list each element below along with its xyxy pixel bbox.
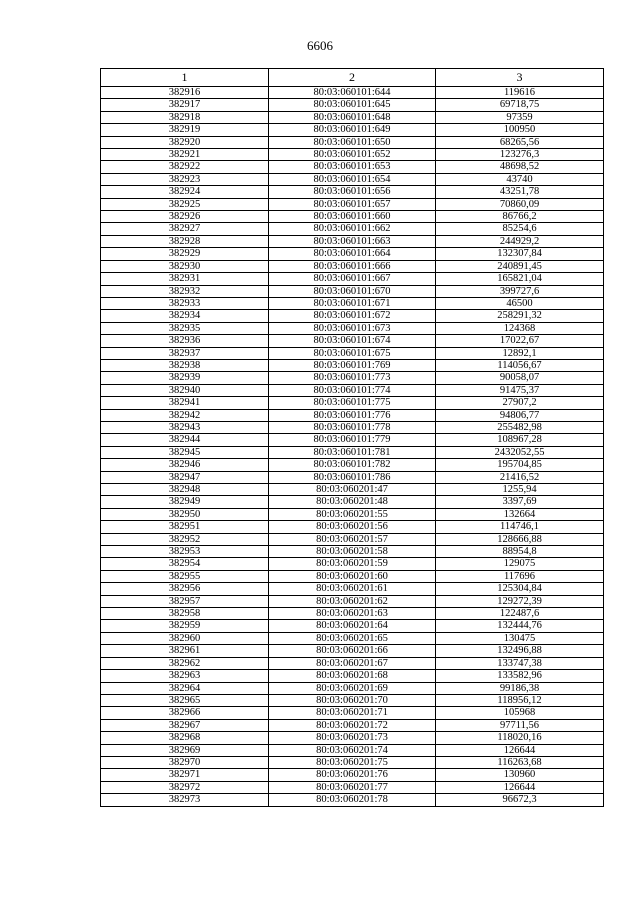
table-row: [101, 99, 604, 111]
table-row: [101, 794, 604, 806]
cadastral-number-cell: 80:03:060201:76: [269, 769, 436, 781]
row-number-cell: 382964: [101, 682, 269, 694]
value-cell: 1255,94: [436, 484, 604, 496]
table-row: [101, 136, 604, 148]
row-number-cell: 382962: [101, 657, 269, 669]
value-cell: 96672,3: [436, 794, 604, 806]
table-row: [101, 297, 604, 309]
table-row: [101, 421, 604, 433]
row-number-cell: 382956: [101, 583, 269, 595]
cadastral-number-cell: 80:03:060201:47: [269, 484, 436, 496]
value-cell: 258291,32: [436, 310, 604, 322]
row-number-cell: 382945: [101, 446, 269, 458]
cadastral-number-cell: 80:03:060201:66: [269, 645, 436, 657]
table-row: [101, 211, 604, 223]
row-number-cell: 382932: [101, 285, 269, 297]
cadastral-number-cell: 80:03:060101:673: [269, 322, 436, 334]
value-cell: 195704,85: [436, 459, 604, 471]
value-cell: 133582,96: [436, 670, 604, 682]
value-cell: 100950: [436, 124, 604, 136]
row-number-cell: 382922: [101, 161, 269, 173]
table-row: [101, 657, 604, 669]
cadastral-number-cell: 80:03:060101:664: [269, 248, 436, 260]
value-cell: 130475: [436, 632, 604, 644]
value-cell: 126644: [436, 744, 604, 756]
cadastral-number-cell: 80:03:060201:56: [269, 521, 436, 533]
cadastral-number-cell: 80:03:060101:776: [269, 409, 436, 421]
row-number-cell: 382935: [101, 322, 269, 334]
row-number-cell: 382934: [101, 310, 269, 322]
table-row: [101, 273, 604, 285]
row-number-cell: 382973: [101, 794, 269, 806]
table-row: [101, 248, 604, 260]
value-cell: 132664: [436, 508, 604, 520]
row-number-cell: 382959: [101, 620, 269, 632]
row-number-cell: 382963: [101, 670, 269, 682]
cadastral-number-cell: 80:03:060201:60: [269, 570, 436, 582]
table-row: [101, 124, 604, 136]
cadastral-number-cell: 80:03:060201:48: [269, 496, 436, 508]
value-cell: 114056,67: [436, 359, 604, 371]
value-cell: 133747,38: [436, 657, 604, 669]
row-number-cell: 382961: [101, 645, 269, 657]
row-number-cell: 382926: [101, 211, 269, 223]
table-row: [101, 446, 604, 458]
value-cell: 3397,69: [436, 496, 604, 508]
row-number-cell: 382948: [101, 484, 269, 496]
value-cell: 124368: [436, 322, 604, 334]
table-row: [101, 521, 604, 533]
table-row: [101, 484, 604, 496]
cadastral-number-cell: 80:03:060101:775: [269, 397, 436, 409]
row-number-cell: 382940: [101, 384, 269, 396]
cadastral-number-cell: 80:03:060101:666: [269, 260, 436, 272]
cadastral-number-cell: 80:03:060201:67: [269, 657, 436, 669]
value-cell: 129272,39: [436, 595, 604, 607]
row-number-cell: 382942: [101, 409, 269, 421]
table-row: [101, 558, 604, 570]
page-number: 6606: [307, 38, 333, 53]
table-row: [101, 645, 604, 657]
value-cell: 399727,6: [436, 285, 604, 297]
row-number-cell: 382953: [101, 546, 269, 558]
cadastral-number-cell: 80:03:060201:78: [269, 794, 436, 806]
row-number-cell: 382939: [101, 372, 269, 384]
table-row: [101, 756, 604, 768]
cadastral-number-cell: 80:03:060101:779: [269, 434, 436, 446]
table-row: [101, 769, 604, 781]
table-row: [101, 87, 604, 99]
value-cell: 114746,1: [436, 521, 604, 533]
value-cell: 97359: [436, 111, 604, 123]
table-row: [101, 707, 604, 719]
row-number-cell: 382971: [101, 769, 269, 781]
cadastral-number-cell: 80:03:060101:654: [269, 173, 436, 185]
row-number-cell: 382969: [101, 744, 269, 756]
table-row: [101, 260, 604, 272]
row-number-cell: 382957: [101, 595, 269, 607]
table-row: [101, 682, 604, 694]
cadastral-number-cell: 80:03:060201:74: [269, 744, 436, 756]
cadastral-number-cell: 80:03:060101:781: [269, 446, 436, 458]
row-number-cell: 382950: [101, 508, 269, 520]
table-row: [101, 546, 604, 558]
cadastral-number-cell: 80:03:060101:671: [269, 297, 436, 309]
cadastral-number-cell: 80:03:060101:769: [269, 359, 436, 371]
value-cell: 119616: [436, 87, 604, 99]
value-cell: 129075: [436, 558, 604, 570]
cadastral-number-cell: 80:03:060201:68: [269, 670, 436, 682]
row-number-cell: 382947: [101, 471, 269, 483]
row-number-cell: 382941: [101, 397, 269, 409]
cadastral-number-cell: 80:03:060101:644: [269, 87, 436, 99]
row-number-cell: 382918: [101, 111, 269, 123]
value-cell: 43251,78: [436, 186, 604, 198]
value-cell: 46500: [436, 297, 604, 309]
value-cell: 48698,52: [436, 161, 604, 173]
row-number-cell: 382965: [101, 694, 269, 706]
value-cell: 165821,04: [436, 273, 604, 285]
cadastral-number-cell: 80:03:060201:63: [269, 608, 436, 620]
cadastral-number-cell: 80:03:060201:70: [269, 694, 436, 706]
table-row: [101, 335, 604, 347]
table-row: [101, 223, 604, 235]
value-cell: 21416,52: [436, 471, 604, 483]
cadastral-number-cell: 80:03:060201:59: [269, 558, 436, 570]
row-number-cell: 382919: [101, 124, 269, 136]
value-cell: 90058,07: [436, 372, 604, 384]
row-number-cell: 382972: [101, 781, 269, 793]
value-cell: 118020,16: [436, 732, 604, 744]
row-number-cell: 382925: [101, 198, 269, 210]
column-header-3: 3: [436, 69, 604, 87]
table-row: [101, 310, 604, 322]
table-row: [101, 595, 604, 607]
row-number-cell: 382970: [101, 756, 269, 768]
table-row: [101, 732, 604, 744]
row-number-cell: 382930: [101, 260, 269, 272]
table-row: [101, 347, 604, 359]
row-number-cell: 382927: [101, 223, 269, 235]
row-number-cell: 382923: [101, 173, 269, 185]
value-cell: 128666,88: [436, 533, 604, 545]
table-row: [101, 496, 604, 508]
table-row: [101, 781, 604, 793]
table-body: [101, 87, 604, 807]
cadastral-number-cell: 80:03:060101:786: [269, 471, 436, 483]
value-cell: 12892,1: [436, 347, 604, 359]
row-number-cell: 382958: [101, 608, 269, 620]
table-row: [101, 149, 604, 161]
cadastral-number-cell: 80:03:060201:57: [269, 533, 436, 545]
value-cell: 68265,56: [436, 136, 604, 148]
table-row: [101, 459, 604, 471]
table-row: [101, 632, 604, 644]
cadastral-number-cell: 80:03:060101:674: [269, 335, 436, 347]
row-number-cell: 382943: [101, 421, 269, 433]
table-row: [101, 570, 604, 582]
row-number-cell: 382917: [101, 99, 269, 111]
cadastral-number-cell: 80:03:060101:656: [269, 186, 436, 198]
row-number-cell: 382968: [101, 732, 269, 744]
row-number-cell: 382920: [101, 136, 269, 148]
value-cell: 17022,67: [436, 335, 604, 347]
cadastral-number-cell: 80:03:060201:72: [269, 719, 436, 731]
row-number-cell: 382944: [101, 434, 269, 446]
cadastral-number-cell: 80:03:060201:62: [269, 595, 436, 607]
cadastral-number-cell: 80:03:060101:670: [269, 285, 436, 297]
table-row: [101, 409, 604, 421]
table-row: [101, 533, 604, 545]
row-number-cell: 382946: [101, 459, 269, 471]
table-row: [101, 235, 604, 247]
table-row: [101, 359, 604, 371]
cadastral-number-cell: 80:03:060101:663: [269, 235, 436, 247]
value-cell: 132444,76: [436, 620, 604, 632]
cadastral-number-cell: 80:03:060101:778: [269, 421, 436, 433]
cadastral-number-cell: 80:03:060201:64: [269, 620, 436, 632]
row-number-cell: 382951: [101, 521, 269, 533]
table-row: [101, 670, 604, 682]
table-row: [101, 608, 604, 620]
value-cell: 116263,68: [436, 756, 604, 768]
cadastral-number-cell: 80:03:060101:774: [269, 384, 436, 396]
cadastral-number-cell: 80:03:060101:662: [269, 223, 436, 235]
value-cell: 27907,2: [436, 397, 604, 409]
value-cell: 86766,2: [436, 211, 604, 223]
value-cell: 125304,84: [436, 583, 604, 595]
cadastral-number-cell: 80:03:060101:660: [269, 211, 436, 223]
row-number-cell: 382967: [101, 719, 269, 731]
table-row: [101, 744, 604, 756]
value-cell: 117696: [436, 570, 604, 582]
column-header-1: 1: [101, 69, 269, 87]
table-row: [101, 719, 604, 731]
cadastral-number-cell: 80:03:060101:648: [269, 111, 436, 123]
cadastral-number-cell: 80:03:060201:75: [269, 756, 436, 768]
value-cell: 97711,56: [436, 719, 604, 731]
row-number-cell: 382929: [101, 248, 269, 260]
value-cell: 255482,98: [436, 421, 604, 433]
row-number-cell: 382966: [101, 707, 269, 719]
row-number-cell: 382954: [101, 558, 269, 570]
table-row: [101, 322, 604, 334]
cadastral-number-cell: 80:03:060101:645: [269, 99, 436, 111]
cadastral-number-cell: 80:03:060101:650: [269, 136, 436, 148]
row-number-cell: 382931: [101, 273, 269, 285]
row-number-cell: 382952: [101, 533, 269, 545]
cadastral-number-cell: 80:03:060101:652: [269, 149, 436, 161]
value-cell: 118956,12: [436, 694, 604, 706]
cadastral-number-cell: 80:03:060101:667: [269, 273, 436, 285]
cadastral-number-cell: 80:03:060201:69: [269, 682, 436, 694]
row-number-cell: 382936: [101, 335, 269, 347]
data-table: [100, 68, 604, 807]
table-row: [101, 620, 604, 632]
row-number-cell: 382928: [101, 235, 269, 247]
table-row: [101, 285, 604, 297]
cadastral-number-cell: 80:03:060101:782: [269, 459, 436, 471]
cadastral-number-cell: 80:03:060201:77: [269, 781, 436, 793]
table-row: [101, 471, 604, 483]
cadastral-number-cell: 80:03:060101:675: [269, 347, 436, 359]
value-cell: 85254,6: [436, 223, 604, 235]
cadastral-number-cell: 80:03:060101:672: [269, 310, 436, 322]
row-number-cell: 382924: [101, 186, 269, 198]
table-header-row: [101, 69, 604, 87]
row-number-cell: 382960: [101, 632, 269, 644]
row-number-cell: 382949: [101, 496, 269, 508]
value-cell: 108967,28: [436, 434, 604, 446]
table-row: [101, 186, 604, 198]
row-number-cell: 382933: [101, 297, 269, 309]
value-cell: 91475,37: [436, 384, 604, 396]
value-cell: 244929,2: [436, 235, 604, 247]
cadastral-number-cell: 80:03:060201:61: [269, 583, 436, 595]
row-number-cell: 382921: [101, 149, 269, 161]
table-row: [101, 161, 604, 173]
cadastral-number-cell: 80:03:060101:653: [269, 161, 436, 173]
value-cell: 99186,38: [436, 682, 604, 694]
table-row: [101, 434, 604, 446]
cadastral-number-cell: 80:03:060201:58: [269, 546, 436, 558]
table-row: [101, 384, 604, 396]
table-row: [101, 198, 604, 210]
value-cell: 88954,8: [436, 546, 604, 558]
row-number-cell: 382916: [101, 87, 269, 99]
value-cell: 132496,88: [436, 645, 604, 657]
table-row: [101, 173, 604, 185]
value-cell: 69718,75: [436, 99, 604, 111]
value-cell: 122487,6: [436, 608, 604, 620]
table-row: [101, 397, 604, 409]
column-header-2: 2: [269, 69, 436, 87]
cadastral-number-cell: 80:03:060101:657: [269, 198, 436, 210]
value-cell: 123276,3: [436, 149, 604, 161]
value-cell: 70860,09: [436, 198, 604, 210]
row-number-cell: 382937: [101, 347, 269, 359]
value-cell: 43740: [436, 173, 604, 185]
value-cell: 132307,84: [436, 248, 604, 260]
row-number-cell: 382955: [101, 570, 269, 582]
table-row: [101, 111, 604, 123]
value-cell: 105968: [436, 707, 604, 719]
table-row: [101, 694, 604, 706]
table-row: [101, 583, 604, 595]
cadastral-number-cell: 80:03:060201:55: [269, 508, 436, 520]
value-cell: 94806,77: [436, 409, 604, 421]
row-number-cell: 382938: [101, 359, 269, 371]
table-row: [101, 508, 604, 520]
value-cell: 130960: [436, 769, 604, 781]
cadastral-number-cell: 80:03:060101:649: [269, 124, 436, 136]
cadastral-number-cell: 80:03:060101:773: [269, 372, 436, 384]
cadastral-number-cell: 80:03:060201:71: [269, 707, 436, 719]
value-cell: 2432052,55: [436, 446, 604, 458]
value-cell: 126644: [436, 781, 604, 793]
table-row: [101, 372, 604, 384]
value-cell: 240891,45: [436, 260, 604, 272]
cadastral-number-cell: 80:03:060201:65: [269, 632, 436, 644]
cadastral-number-cell: 80:03:060201:73: [269, 732, 436, 744]
